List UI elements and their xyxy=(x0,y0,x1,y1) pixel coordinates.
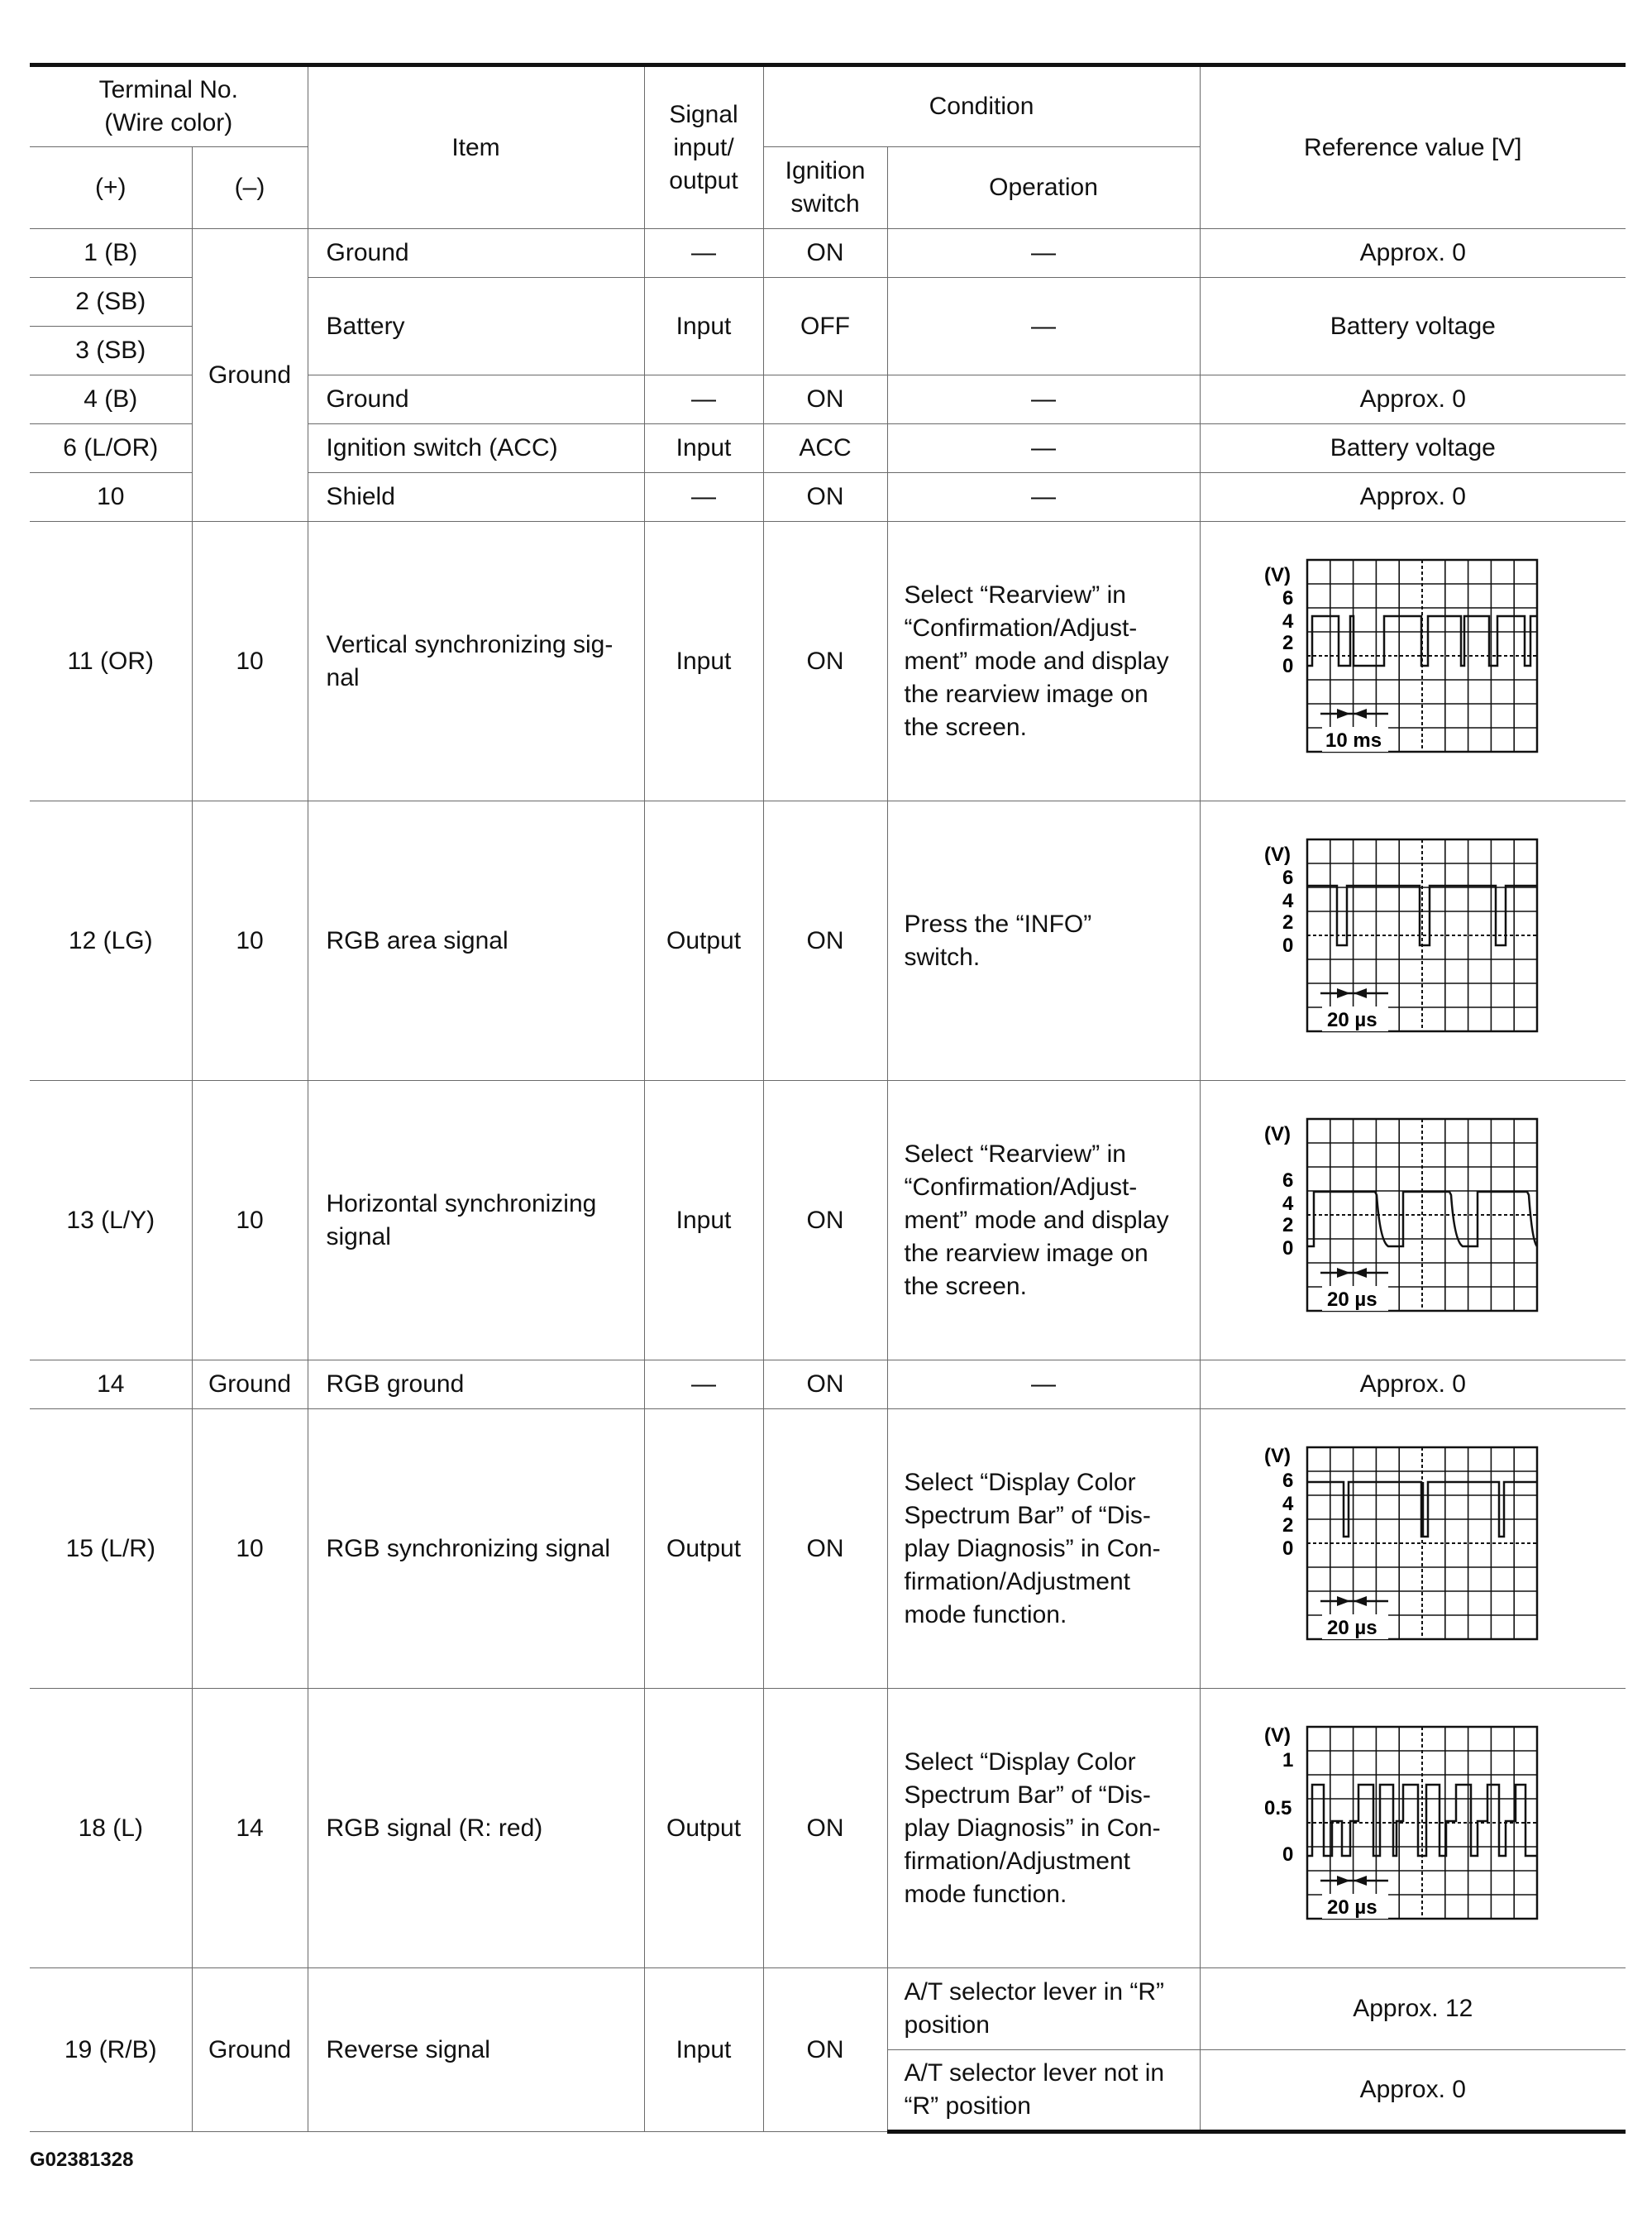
ignition-cell: ON xyxy=(763,1968,887,2132)
scope-tick-label: 0 xyxy=(1282,1236,1294,1260)
header-condition: Condition xyxy=(763,65,1200,147)
scope-unit-label: (V) xyxy=(1263,1724,1291,1747)
item-cell: Ignition switch (ACC) xyxy=(308,424,644,473)
scope-tick-label: 1 xyxy=(1282,1748,1294,1771)
reference-cell xyxy=(1200,1081,1626,1360)
terminal-minus: Ground xyxy=(192,1968,308,2132)
signal-cell: Output xyxy=(644,1409,763,1689)
terminal-minus: 14 xyxy=(192,1689,308,1968)
terminal-plus: 1 (B) xyxy=(30,229,192,278)
ignition-cell: ON xyxy=(763,1409,887,1689)
terminal-minus: 10 xyxy=(192,1081,308,1360)
scope-tick-label: 2 xyxy=(1282,1513,1294,1537)
signal-cell: Input xyxy=(644,1081,763,1360)
scope-tick-label: 0 xyxy=(1282,1537,1294,1560)
terminal-minus: Ground xyxy=(192,229,308,522)
reference-cell: Approx. 12 xyxy=(1200,1968,1626,2050)
item-cell: Horizontal synchronizing signal xyxy=(308,1081,644,1360)
operation-cell: A/T selector lever not in “R” position xyxy=(887,2050,1200,2132)
table-row xyxy=(30,1409,1626,1689)
terminal-plus: 13 (L/Y) xyxy=(30,1081,192,1360)
terminal-plus: 14 xyxy=(30,1360,192,1409)
signal-cell: Input xyxy=(644,522,763,801)
signal-cell: Output xyxy=(644,801,763,1081)
operation-cell: — xyxy=(887,473,1200,522)
timebase-arrow xyxy=(1337,1268,1350,1278)
document-id: G02381328 xyxy=(30,2149,134,2171)
operation-cell: Press the “INFO” switch. xyxy=(887,801,1200,1081)
table-row xyxy=(30,1689,1626,1968)
signal-cell: — xyxy=(644,375,763,424)
scope-tick-label: 2 xyxy=(1282,911,1294,934)
header-terminal-no: Terminal No. (Wire color) xyxy=(30,65,308,147)
terminal-plus: 12 (LG) xyxy=(30,801,192,1081)
scope-tick-label: 4 xyxy=(1282,889,1294,912)
ignition-cell: ON xyxy=(763,375,887,424)
signal-cell: — xyxy=(644,229,763,278)
terminal-plus: 2 (SB) xyxy=(30,278,192,327)
terminal-plus: 4 (B) xyxy=(30,375,192,424)
scope-unit-label: (V) xyxy=(1263,1122,1291,1145)
ignition-cell: ON xyxy=(763,229,887,278)
scope-timebase-label: 20 µs xyxy=(1326,1616,1377,1639)
header-reference: Reference value [V] xyxy=(1200,65,1626,229)
signal-cell: Input xyxy=(644,278,763,375)
terminal-plus: 3 (SB) xyxy=(30,327,192,375)
scope-tick-label: 4 xyxy=(1282,610,1294,633)
scope-timebase-label: 20 µs xyxy=(1326,1288,1377,1311)
terminal-plus: 15 (L/R) xyxy=(30,1409,192,1689)
reference-cell: Approx. 0 xyxy=(1200,375,1626,424)
item-cell: Ground xyxy=(308,229,644,278)
timebase-arrow xyxy=(1337,709,1350,719)
reference-cell xyxy=(1200,1409,1626,1689)
operation-cell: Select “Display Color Spectrum Bar” of “Dis- play Diagnosis” in Con- firmation/Adjustment mode function. xyxy=(887,1689,1200,1968)
terminal-minus: 10 xyxy=(192,1409,308,1689)
terminal-plus: 18 (L) xyxy=(30,1689,192,1968)
operation-cell: Select “Rearview” in “Confirmation/Adjust- ment” mode and display the rearview image on the screen. xyxy=(887,522,1200,801)
reference-cell xyxy=(1200,1689,1626,1968)
operation-cell: — xyxy=(887,278,1200,375)
scope-unit-label: (V) xyxy=(1263,843,1291,866)
ignition-cell: ON xyxy=(763,1360,887,1409)
operation-cell: Select “Display Color Spectrum Bar” of “Dis- play Diagnosis” in Con- firmation/Adjustment mode function. xyxy=(887,1409,1200,1689)
scope-tick-label: 0 xyxy=(1282,654,1294,677)
terminal-plus: 6 (L/OR) xyxy=(30,424,192,473)
table-row xyxy=(30,1360,1626,1409)
operation-cell: — xyxy=(887,229,1200,278)
scope-tick-label: 6 xyxy=(1282,586,1294,610)
scope-tick-label: 6 xyxy=(1282,1169,1294,1192)
operation-cell: — xyxy=(887,375,1200,424)
ignition-cell: OFF xyxy=(763,278,887,375)
terminal-minus: 10 xyxy=(192,522,308,801)
reference-cell: Battery voltage xyxy=(1200,424,1626,473)
item-cell: Reverse signal xyxy=(308,1968,644,2132)
operation-cell: — xyxy=(887,424,1200,473)
scope-trace xyxy=(1307,616,1537,666)
signal-cell: Output xyxy=(644,1689,763,1968)
scope-timebase-label: 20 µs xyxy=(1326,1008,1377,1031)
ignition-cell: ON xyxy=(763,473,887,522)
scope-unit-label: (V) xyxy=(1263,1444,1291,1467)
reference-cell xyxy=(1200,522,1626,801)
signal-cell: Input xyxy=(644,424,763,473)
scope-unit-label: (V) xyxy=(1263,563,1291,586)
ignition-cell: ON xyxy=(763,1689,887,1968)
item-cell: Vertical synchronizing sig- nal xyxy=(308,522,644,801)
operation-cell: — xyxy=(887,1360,1200,1409)
table-row xyxy=(30,1081,1626,1360)
scope-tick-label: 4 xyxy=(1282,1492,1294,1515)
terminal-minus: Ground xyxy=(192,1360,308,1409)
operation-cell: Select “Rearview” in “Confirmation/Adjust- ment” mode and display the rearview image on the screen. xyxy=(887,1081,1200,1360)
item-cell: RGB signal (R: red) xyxy=(308,1689,644,1968)
reference-cell: Battery voltage xyxy=(1200,278,1626,375)
ignition-cell: ON xyxy=(763,522,887,801)
table-row xyxy=(30,801,1626,1081)
scope-timebase-label: 20 µs xyxy=(1326,1896,1377,1919)
timebase-arrow xyxy=(1337,988,1350,998)
oscilloscope-vertical-sync xyxy=(1264,550,1562,773)
ignition-cell: ACC xyxy=(763,424,887,473)
signal-cell: — xyxy=(644,473,763,522)
scope-timebase-label: 10 ms xyxy=(1325,729,1382,752)
operation-cell: A/T selector lever in “R” position xyxy=(887,1968,1200,2050)
item-cell: RGB synchronizing signal xyxy=(308,1409,644,1689)
timebase-arrow xyxy=(1354,1876,1367,1886)
reference-cell: Approx. 0 xyxy=(1200,2050,1626,2132)
terminal-table xyxy=(30,63,1626,2134)
terminal-plus: 11 (OR) xyxy=(30,522,192,801)
timebase-arrow xyxy=(1354,1596,1367,1606)
ignition-cell: ON xyxy=(763,801,887,1081)
header-minus: (–) xyxy=(192,147,308,229)
header-plus: (+) xyxy=(30,147,192,229)
header-ignition: Ignition switch xyxy=(763,147,887,229)
reference-cell: Approx. 0 xyxy=(1200,473,1626,522)
oscilloscope-rgb-area xyxy=(1264,830,1562,1053)
timebase-arrow xyxy=(1337,1876,1350,1886)
scope-tick-label: 0.5 xyxy=(1263,1796,1292,1819)
scope-tick-label: 0 xyxy=(1282,1843,1294,1866)
scope-tick-label: 2 xyxy=(1282,1213,1294,1236)
item-cell: Shield xyxy=(308,473,644,522)
table-row xyxy=(30,1968,1626,2050)
reference-cell: Approx. 0 xyxy=(1200,229,1626,278)
item-cell: RGB area signal xyxy=(308,801,644,1081)
timebase-arrow xyxy=(1337,1596,1350,1606)
signal-cell: Input xyxy=(644,1968,763,2132)
timebase-arrow xyxy=(1354,1268,1367,1278)
oscilloscope-rgb-red xyxy=(1264,1717,1562,1940)
scope-tick-label: 6 xyxy=(1282,1469,1294,1492)
timebase-arrow xyxy=(1354,988,1367,998)
terminal-minus: 10 xyxy=(192,801,308,1081)
scope-tick-label: 6 xyxy=(1282,866,1294,889)
item-cell: Ground xyxy=(308,375,644,424)
signal-cell: — xyxy=(644,1360,763,1409)
reference-cell xyxy=(1200,801,1626,1081)
ignition-cell: ON xyxy=(763,1081,887,1360)
table-row xyxy=(30,229,1626,278)
scope-tick-label: 4 xyxy=(1282,1192,1294,1215)
scope-tick-label: 0 xyxy=(1282,934,1294,957)
oscilloscope-rgb-sync xyxy=(1264,1437,1562,1661)
reference-cell: Approx. 0 xyxy=(1200,1360,1626,1409)
item-cell: RGB ground xyxy=(308,1360,644,1409)
timebase-arrow xyxy=(1354,709,1367,719)
header-item: Item xyxy=(308,65,644,229)
header-operation: Operation xyxy=(887,147,1200,229)
terminal-plus: 19 (R/B) xyxy=(30,1968,192,2132)
terminal-plus: 10 xyxy=(30,473,192,522)
oscilloscope-horizontal-sync xyxy=(1264,1109,1562,1332)
header-signal: Signal input/ output xyxy=(644,65,763,229)
item-cell: Battery xyxy=(308,278,644,375)
table-row xyxy=(30,522,1626,801)
scope-tick-label: 2 xyxy=(1282,631,1294,654)
